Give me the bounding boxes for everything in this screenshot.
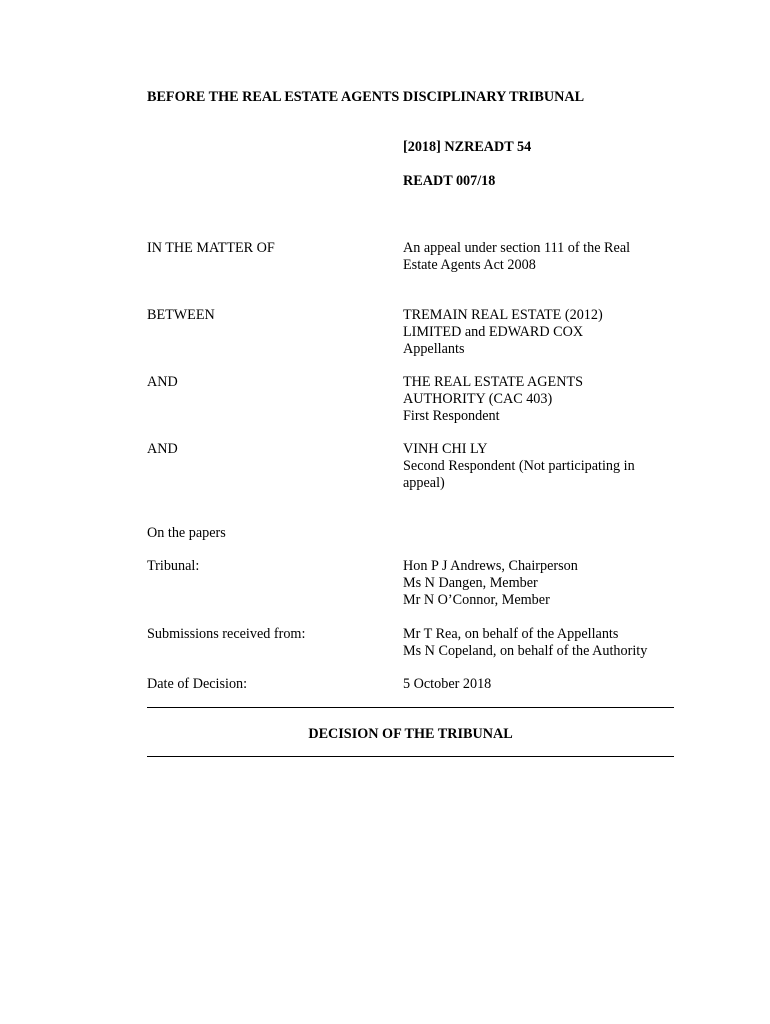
submissions-list	[403, 626, 647, 660]
submission-line: Ms N Copeland, on behalf of the Authority	[403, 643, 648, 659]
party-description-second-respondent	[403, 441, 635, 492]
member-line: Ms N Dangen, Member	[403, 575, 538, 591]
decision-date: 5 October 2018	[403, 676, 492, 692]
party-line: An appeal under section 111 of the Real	[403, 240, 631, 256]
bottom-divider	[147, 756, 674, 757]
member-line: Hon P J Andrews, Chairperson	[403, 558, 578, 574]
party-line: LIMITED and EDWARD COX	[403, 324, 584, 340]
tribunal-heading: BEFORE THE REAL ESTATE AGENTS DISCIPLINARY TRIBUNAL	[147, 89, 585, 105]
detail-label-tribunal: Tribunal:	[147, 558, 200, 574]
party-description-first-respondent	[403, 374, 583, 425]
party-role: Second Respondent (Not participating in	[403, 458, 635, 474]
detail-label-date: Date of Decision:	[147, 676, 248, 692]
party-description-matter	[403, 240, 630, 274]
party-label-and-second: AND	[147, 441, 178, 457]
hearing-mode: On the papers	[147, 525, 226, 541]
party-label-matter: IN THE MATTER OF	[147, 240, 275, 256]
party-label-and-first: AND	[147, 374, 178, 390]
party-role: Appellants	[403, 341, 465, 357]
party-line: THE REAL ESTATE AGENTS	[403, 374, 584, 390]
party-description-appellants	[403, 307, 603, 358]
party-line: VINH CHI LY	[403, 441, 488, 457]
submission-line: Mr T Rea, on behalf of the Appellants	[403, 626, 619, 642]
party-line: AUTHORITY (CAC 403)	[403, 391, 553, 407]
party-line: Estate Agents Act 2008	[403, 257, 536, 273]
tribunal-members	[403, 558, 578, 609]
party-line: TREMAIN REAL ESTATE (2012)	[403, 307, 603, 323]
decision-title: DECISION OF THE TRIBUNAL	[308, 726, 513, 742]
member-line: Mr N O’Connor, Member	[403, 592, 550, 608]
detail-label-submissions: Submissions received from:	[147, 626, 306, 642]
party-role: appeal)	[403, 475, 445, 491]
top-divider	[147, 707, 674, 708]
party-label-between: BETWEEN	[147, 307, 215, 323]
party-role: First Respondent	[403, 408, 500, 424]
file-number: READT 007/18	[403, 173, 496, 189]
citation: [2018] NZREADT 54	[403, 139, 532, 155]
